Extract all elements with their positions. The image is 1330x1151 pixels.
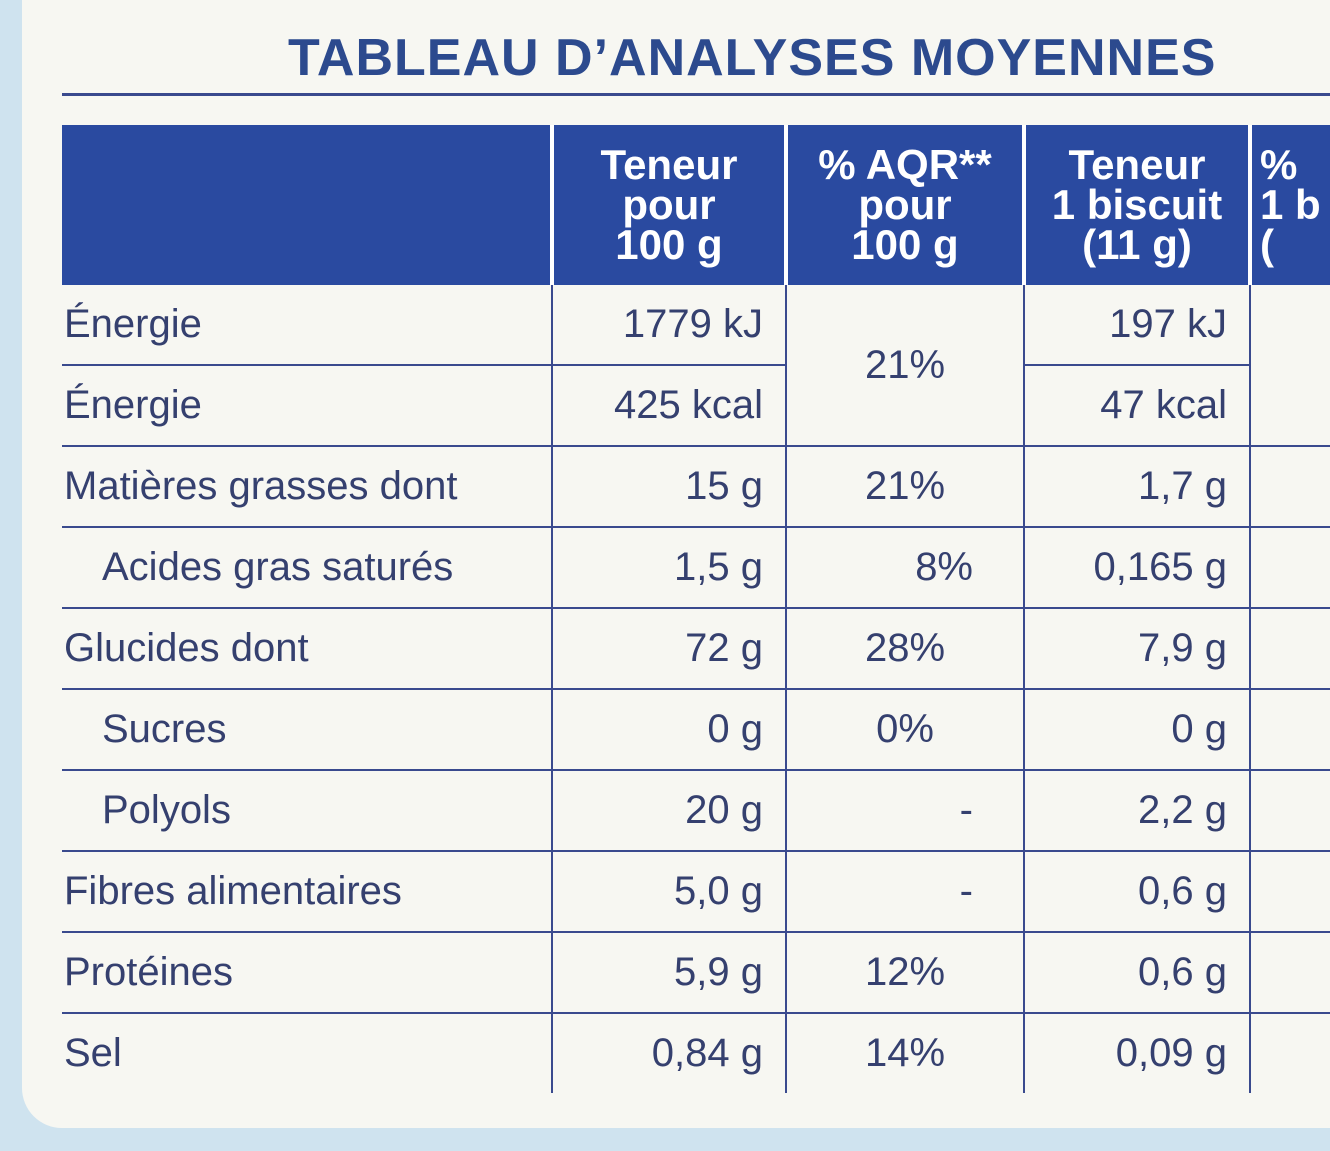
header-line: pour xyxy=(858,181,952,228)
value-per-biscuit: 197 kJ xyxy=(1024,285,1250,365)
value-per-100g: 5,0 g xyxy=(552,851,786,932)
table-title: TABLEAU D’ANALYSES MOYENNES xyxy=(288,29,1217,87)
header-line: % xyxy=(1260,141,1298,188)
value-per-biscuit: 7,9 g xyxy=(1024,608,1250,689)
aqr-per-100g: - xyxy=(786,770,1024,851)
header-line: % AQR** xyxy=(818,141,992,188)
aqr-per-biscuit xyxy=(1250,770,1330,851)
nutrient-label: Polyols xyxy=(62,770,552,851)
aqr-per-100g: 12% xyxy=(786,932,1024,1013)
value-per-biscuit: 0,6 g xyxy=(1024,851,1250,932)
header-line: 100 g xyxy=(615,221,723,268)
nutrient-label: Matières grasses dont xyxy=(62,446,552,527)
value-per-100g: 15 g xyxy=(552,446,786,527)
nutrient-label: Sucres xyxy=(62,689,552,770)
table-row xyxy=(62,1013,1330,1093)
header-line: 1 biscuit xyxy=(1051,181,1223,228)
header-aqr-per-100g xyxy=(786,125,1024,285)
value-per-biscuit: 0,165 g xyxy=(1024,527,1250,608)
value-per-100g: 0 g xyxy=(552,689,786,770)
value-per-biscuit: 0,6 g xyxy=(1024,932,1250,1013)
aqr-per-100g: 21% xyxy=(786,285,1024,446)
header-line: 1 b xyxy=(1260,181,1321,228)
nutrition-table xyxy=(62,125,1330,1093)
header-content-per-biscuit xyxy=(1024,125,1250,285)
nutrient-label: Protéines xyxy=(62,932,552,1013)
header-line: (11 g) xyxy=(1082,221,1192,268)
aqr-per-100g: 14% xyxy=(786,1013,1024,1093)
value-per-biscuit: 47 kcal xyxy=(1024,365,1250,446)
header-line: Teneur xyxy=(1068,141,1206,188)
aqr-per-100g: 8% xyxy=(786,527,1024,608)
value-per-100g: 5,9 g xyxy=(552,932,786,1013)
nutrient-label: Sel xyxy=(64,1031,122,1075)
value-per-100g: 0,84 g xyxy=(552,1013,786,1093)
table-row xyxy=(62,770,1330,851)
value-per-100g: 20 g xyxy=(552,770,786,851)
table-row xyxy=(62,285,1330,365)
header-blank xyxy=(62,125,552,285)
aqr-per-biscuit xyxy=(1250,285,1330,446)
value-per-biscuit: 2,2 g xyxy=(1024,770,1250,851)
table-row xyxy=(62,851,1330,932)
aqr-per-100g: 28% xyxy=(786,608,1024,689)
value-per-100g: 1,5 g xyxy=(552,527,786,608)
aqr-per-100g: - xyxy=(786,851,1024,932)
table-row xyxy=(62,932,1330,1013)
header-content-per-100g xyxy=(552,125,786,285)
header-line: ( xyxy=(1260,221,1274,268)
value-per-100g: 425 kcal xyxy=(552,365,786,446)
header-line: pour xyxy=(622,181,716,228)
value-per-100g: 72 g xyxy=(552,608,786,689)
aqr-per-100g: 0% xyxy=(786,689,1024,770)
table-row xyxy=(62,446,1330,527)
title-divider xyxy=(62,93,1330,96)
aqr-per-biscuit xyxy=(1250,608,1330,689)
table-row xyxy=(62,527,1330,608)
aqr-per-biscuit xyxy=(1250,851,1330,932)
table-row xyxy=(62,608,1330,689)
aqr-per-biscuit xyxy=(1250,689,1330,770)
value-per-100g: 1779 kJ xyxy=(552,285,786,365)
value-per-biscuit: 0,09 g xyxy=(1024,1013,1250,1093)
nutrient-label: Acides gras saturés xyxy=(62,527,552,608)
aqr-per-biscuit xyxy=(1250,527,1330,608)
header-aqr-per-biscuit xyxy=(1250,125,1330,285)
nutrient-label: Énergie xyxy=(62,285,552,365)
header-line: Teneur xyxy=(600,141,738,188)
table-row xyxy=(62,365,1330,446)
header-line: 100 g xyxy=(851,221,959,268)
header-row xyxy=(62,125,1330,285)
aqr-per-biscuit xyxy=(1250,932,1330,1013)
nutrient-label: Énergie xyxy=(62,365,552,446)
aqr-per-biscuit xyxy=(1250,1013,1330,1093)
nutrient-label: Glucides dont xyxy=(62,608,552,689)
table-row xyxy=(62,689,1330,770)
value-per-biscuit: 1,7 g xyxy=(1024,446,1250,527)
aqr-per-100g: 21% xyxy=(786,446,1024,527)
value-per-biscuit: 0 g xyxy=(1024,689,1250,770)
aqr-per-biscuit xyxy=(1250,446,1330,527)
nutrient-label: Fibres alimentaires xyxy=(62,851,552,932)
